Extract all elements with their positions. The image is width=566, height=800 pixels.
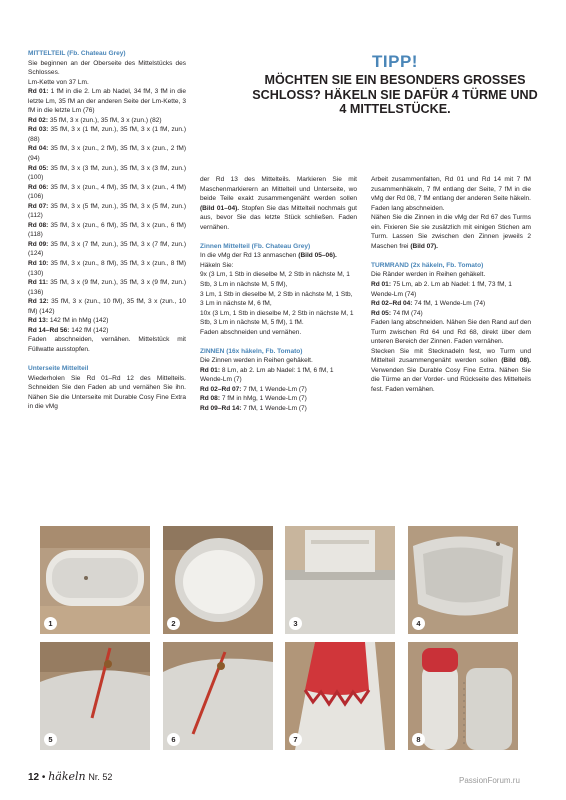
row-label: Rd 11:: [28, 279, 49, 287]
section-heading-zinnen-mittelteil: Zinnen Mittelteil (Fb. Chateau Grey): [200, 242, 311, 250]
row-text: 142 fM (142): [69, 326, 109, 334]
row-text: 7 fM, 1 Wende-Lm (7): [241, 405, 307, 413]
row-text: 7 fM in hMg, 1 Wende-Lm (7): [220, 395, 307, 403]
photo-number: 1: [44, 617, 57, 630]
row-label: Rd 02:: [28, 116, 49, 124]
row-instruction: [28, 125, 186, 144]
row-label: Rd 08:: [200, 395, 221, 403]
row-instruction: [28, 183, 186, 202]
row-instruction: [28, 116, 186, 126]
paragraph: [371, 213, 531, 251]
row-instruction: [28, 316, 186, 326]
photo-3: [285, 526, 395, 634]
paragraph: Faden lang abschneiden. Nähen Sie den Rand auf den Turm zwischen Rd 64 und Rd 68, direkt über dem unteren Bereich der Zinnen. Faden vernähen.: [371, 319, 531, 346]
paragraph: Lm-Kette von 37 Lm.: [28, 78, 89, 86]
section-heading-unterseite: Unterseite Mittelteil: [28, 365, 89, 372]
image-reference: (Bild 01–04).: [200, 204, 240, 212]
section-heading-mittelteil: MITTELTEIL (Fb. Chateau Grey): [28, 50, 126, 57]
paragraph: Arbeit zusammenfalten, Rd 01 und Rd 14 mit 7 fM zusammenhäkeln, 7 fM entlang der Seite, 7 fM in die vMg der Rd 08, 7 fM entlang der anderen Seite häkeln. Faden lang abschneiden.: [371, 176, 531, 212]
photo-grid: [40, 526, 530, 750]
row-text: 75 Lm, ab 2. Lm ab Nadel: 1 fM, 73 fM, 1 Wende-Lm (74): [371, 280, 512, 298]
paragraph: Wiederholen Sie Rd 01–Rd 12 des Mittelteils. Schneiden Sie den Faden ab und vernähen Sie ihn. Nähen Sie die Unterseite mit Durable Cosy Fine Extra in die vMg: [28, 374, 186, 411]
row-instruction: [28, 221, 186, 240]
row-label: Rd 10:: [28, 260, 49, 268]
row-label: Rd 05:: [28, 164, 49, 172]
row-instruction: [200, 366, 357, 385]
paragraph: 9x (3 Lm, 1 Stb in dieselbe M, 2 Stb in nächste M, 1 Stb, 3 Lm in nächste M, 5 fM),: [200, 271, 350, 288]
row-text: 35 fM, 3 x (1 fM, zun.), 35 fM, 3 x (1 fM, zun.) (88): [28, 126, 186, 143]
photo-6: [163, 642, 273, 750]
row-label: Rd 07:: [28, 202, 49, 210]
photo-7: [285, 642, 395, 750]
photo-2: [163, 526, 273, 634]
row-label: Rd 02–Rd 07:: [200, 385, 242, 393]
column-1: [28, 49, 186, 412]
text: In die vMg der Rd 13 anmaschen: [200, 252, 299, 260]
text: Verwenden Sie Durable Cosy Fine Extra. Nähen Sie die Türme an der Vorder- und Rückseite des Mittelteils fest. Faden vernähen.: [371, 366, 531, 393]
row-instruction: [28, 164, 186, 183]
row-text: 8 Lm, ab 2. Lm ab Nadel: 1 fM, 6 fM, 1 Wende-Lm (7): [200, 366, 334, 384]
paragraph: Die Zinnen werden in Reihen gehäkelt.: [200, 357, 313, 365]
text: der Rd 13 des Mittelteils. Markieren Sie mit Maschenmarkierern an Mittelteil und Unterseite, wo beide Teile exakt zusammengenäht werden sollen: [200, 176, 357, 203]
image-reference: (Bild 05–06).: [298, 252, 337, 260]
section-heading-zinnen: ZINNEN (16x häkeln, Fb. Tomato): [200, 347, 303, 355]
row-instruction: [371, 280, 531, 299]
row-label: Rd 09:: [28, 240, 49, 248]
paragraph: [371, 347, 531, 395]
row-text: 74 fM, 1 Wende-Lm (74): [412, 300, 486, 308]
tip-text: MÖCHTEN SIE EIN BESONDERS GROSSES SCHLOSS? HÄKELN SIE DAFÜR 4 TÜRME UND 4 MITTELSTÜCKE.: [252, 73, 538, 116]
section-heading-turmrand: TURMRAND (2x häkeln, Fb. Tomato): [371, 261, 484, 269]
page-number: 12: [28, 772, 40, 783]
row-label: Rd 05:: [371, 309, 392, 317]
row-label: Rd 06:: [28, 183, 49, 191]
row-label: Rd 09–Rd 14:: [200, 405, 242, 413]
row-instruction: [28, 87, 186, 116]
photo-number: 8: [412, 733, 425, 746]
image-reference: (Bild 07).: [410, 242, 438, 250]
photo-8: [408, 642, 518, 750]
row-text: 35 fM, 3 x (zun., 6 fM), 35 fM, 3 x (zun., 6 fM) (118): [28, 221, 186, 239]
watermark: PassionForum.ru: [459, 776, 520, 785]
issue-number: Nr. 52: [88, 772, 113, 782]
row-text: 35 fM, 3 x (zun., 10 fM), 35 fM, 3 x (zun., 10 fM) (142): [28, 298, 186, 315]
row-text: 142 fM in hMg (142): [48, 317, 109, 325]
row-text: 74 fM (74): [391, 309, 423, 317]
row-instruction: [371, 309, 531, 319]
row-text: 35 fM, 3 x (zun., 2 fM), 35 fM, 3 x (zun., 2 fM) (94): [28, 145, 186, 163]
row-text: 7 fM, 1 Wende-Lm (7): [241, 385, 307, 393]
photo-5: [40, 642, 150, 750]
photo-number: 4: [412, 617, 425, 630]
row-label: Rd 13:: [28, 317, 49, 325]
photo-number: 3: [289, 617, 302, 630]
row-label: Rd 14–Rd 56:: [28, 326, 70, 334]
row-text: 35 fM, 3 x (7 fM, zun.), 35 fM, 3 x (7 fM, zun.) (124): [28, 240, 186, 258]
row-instruction: [28, 278, 186, 297]
photo-1: [40, 526, 150, 634]
row-instruction: [28, 259, 186, 278]
row-text: 35 fM, 3 x (3 fM, zun.), 35 fM, 3 x (3 fM, zun.) (100): [28, 164, 186, 182]
paragraph: Faden abschneiden, vernähen. Mittelstück mit Füllwatte ausstopfen.: [28, 336, 186, 353]
paragraph: 10x (3 Lm, 1 Stb in dieselbe M, 2 Stb in nächste M, 1 Stb, 3 Lm in nächste M, 5 fM), 1 fM.: [200, 309, 354, 327]
row-label: Rd 01:: [200, 366, 221, 374]
column-2: [200, 175, 357, 414]
row-instruction: [28, 326, 186, 336]
row-label: Rd 01:: [28, 88, 49, 96]
tip-box: [250, 52, 540, 117]
row-label: Rd 12:: [28, 298, 49, 306]
row-instruction: [200, 394, 357, 404]
row-instruction: [28, 144, 186, 163]
text: Nähen Sie die Zinnen in die vMg der Rd 67 des Turms ein. Fixieren Sie sie zusätzlich mit einigen Stichen am Turm. Lassen Sie zwischen den Zinnen jeweils 2 Maschen frei: [371, 214, 531, 250]
tip-title: TIPP!: [372, 52, 418, 71]
row-label: Rd 03:: [28, 126, 49, 134]
row-instruction: [200, 385, 357, 395]
magazine-name: häkeln: [48, 770, 86, 783]
page-footer: [28, 770, 112, 783]
row-text: 35 fM, 3 x (5 fM, zun.), 35 fM, 3 x (5 fM, zun.) (112): [28, 202, 186, 220]
row-label: Rd 01:: [371, 280, 392, 288]
text: Stecken Sie mit Stecknadeln fest, wo Turm und Mittelteil zusammengenäht werden sollen: [371, 347, 531, 365]
paragraph: [200, 251, 357, 261]
row-instruction: [28, 240, 186, 259]
photo-number: 2: [167, 617, 180, 630]
row-label: Rd 04:: [28, 145, 49, 153]
row-instruction: [28, 202, 186, 221]
row-instruction: [200, 404, 357, 414]
image-reference: (Bild 08).: [501, 357, 531, 365]
photo-number: 5: [44, 733, 57, 746]
row-text: 35 fM, 3 x (zun., 8 fM), 35 fM, 3 x (zun., 8 fM) (130): [28, 260, 186, 277]
footer-bullet: •: [41, 772, 46, 783]
row-text: 35 fM, 3 x (9 fM, zun.), 35 fM, 3 x (9 fM, zun.) (136): [28, 279, 187, 296]
row-label: Rd 08:: [28, 221, 49, 229]
paragraph: 3 Lm, 1 Stb in dieselbe M, 2 Stb in nächste M, 1 Stb, 3 Lm in nächste M, 6 fM,: [200, 290, 353, 308]
paragraph: Faden abschneiden und vernähen.: [200, 328, 302, 336]
row-instruction: [28, 297, 186, 316]
paragraph: [200, 175, 357, 232]
paragraph: Sie beginnen an der Oberseite des Mittelstücks des Schlosses.: [28, 59, 186, 77]
paragraph: Häkeln Sie:: [200, 261, 234, 269]
photo-number: 7: [289, 733, 302, 746]
photo-number: 6: [167, 733, 180, 746]
row-text: 35 fM, 3 x (zun., 4 fM), 35 fM, 3 x (zun., 4 fM) (106): [28, 183, 186, 201]
row-text: 35 fM, 3 x (zun.), 35 fM, 3 x (zun.) (82): [48, 116, 162, 124]
row-text: 1 fM in die 2. Lm ab Nadel, 34 fM, 3 fM in die letzte Lm, 35 fM an der anderen Seite der Lm-Kette, 3 fM in die letzte Lm (76): [28, 88, 186, 115]
paragraph: Die Ränder werden in Reihen gehäkelt.: [371, 271, 486, 279]
photo-4: [408, 526, 518, 634]
text: Stopfen Sie das Mittelteil nochmals gut aus, bevor Sie das letzte Stück schließen. Faden vernähen.: [200, 204, 357, 231]
column-3: [371, 175, 531, 395]
row-instruction: [371, 299, 531, 309]
row-label: Rd 02–Rd 04:: [371, 300, 413, 308]
